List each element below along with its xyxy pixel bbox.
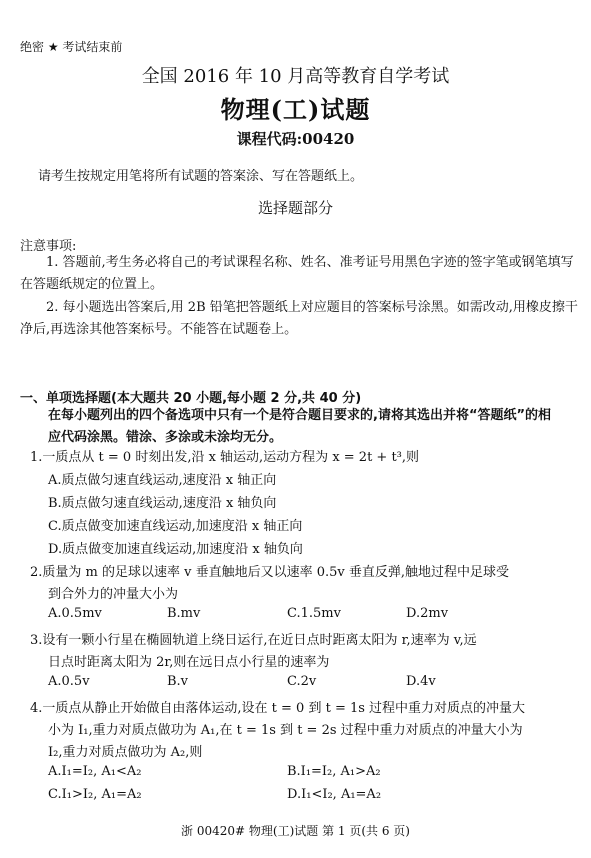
subject-title: 物理(工)试题 [220,95,371,124]
question-2-stem-cont: 到合外力的冲量大小为 [48,587,179,602]
question-4-option-d: D.I₁<I₂, A₁=A₂ [287,787,382,802]
page-footer: 浙 00420# 物理(工)试题 第 1 页(共 6 页) [181,824,410,838]
part-title: 选择题部分 [257,199,333,217]
question-1-option-b: B.质点做匀速直线运动,速度沿 x 轴负向 [48,496,277,511]
question-1-option-a: A.质点做匀速直线运动,速度沿 x 轴正向 [48,473,277,488]
question-1-option-c: C.质点做变加速直线运动,加速度沿 x 轴正向 [48,519,303,534]
question-3-stem: 3.设有一颗小行星在椭圆轨道上绕日运行,在近日点时距离太阳为 r,速率为 v,远 [30,633,477,648]
question-4-option-a: A.I₁=I₂, A₁<A₂ [48,764,142,779]
question-2-option-b: B.mv [167,606,201,621]
notice-heading: 注意事项: [20,239,77,254]
question-3-option-d: D.4v [406,674,436,689]
question-4-stem-cont-2: I₂,重力对质点做功为 A₂,则 [48,745,203,760]
question-2-option-c: C.1.5mv [287,606,341,621]
section-heading: 一、单项选择题(本大题共 20 小题,每小题 2 分,共 40 分) [20,391,362,406]
question-4-stem: 4.一质点从静止开始做自由落体运动,设在 t = 0 到 t = 1s 过程中重力对质点的冲量大 [30,701,526,716]
question-4-option-c: C.I₁>I₂, A₁=A₂ [48,787,142,802]
question-4-option-b: B.I₁=I₂, A₁>A₂ [287,764,381,779]
exam-title: 全国 2016 年 10 月高等教育自学考试 [141,66,450,87]
section-description: 在每小题列出的四个备选项中只有一个是符合题目要求的,请将其选出并将“答题纸”的相应代码涂黑。错涂、多涂或未涂均无分。 [48,408,552,445]
confidential-label: 绝密 ★ 考试结束前 [20,40,123,54]
question-2-option-d: D.2mv [406,606,449,621]
notice-item-2: 2. 每小题选出答案后,用 2B 铅笔把答题纸上对应题目的答案标号涂黑。如需改动,用橡皮擦干净后,再选涂其他答案标号。不能答在试题卷上。 [20,300,578,337]
question-1-stem: 1.一质点从 t = 0 时刻出发,沿 x 轴运动,运动方程为 x = 2t + t³,则 [30,450,420,465]
question-3-stem-cont: 日点时距离太阳为 2r,则在远日点小行星的速率为 [48,655,330,670]
question-2-stem: 2.质量为 m 的足球以速率 v 垂直触地后又以速率 0.5v 垂直反弹,触地过程中足球受 [30,565,510,580]
question-3-option-b: B.v [167,674,189,689]
question-2-option-a: A.0.5mv [48,606,102,621]
question-4-stem-cont: 小为 I₁,重力对质点做功为 A₁,在 t = 1s 到 t = 2s 过程中重力对质点的冲量大小为 [48,723,523,738]
answer-instruction: 请考生按规定用笔将所有试题的答案涂、写在答题纸上。 [38,169,364,184]
question-3-option-a: A.0.5v [48,674,90,689]
question-3-option-c: C.2v [287,674,317,689]
question-1-option-d: D.质点做变加速直线运动,加速度沿 x 轴负向 [48,542,303,557]
course-code: 课程代码:00420 [236,130,355,148]
notice-item-1: 1. 答题前,考生务必将自己的考试课程名称、姓名、准考证号用黑色字迹的签字笔或钢笔填写在答题纸规定的位置上。 [20,255,574,292]
